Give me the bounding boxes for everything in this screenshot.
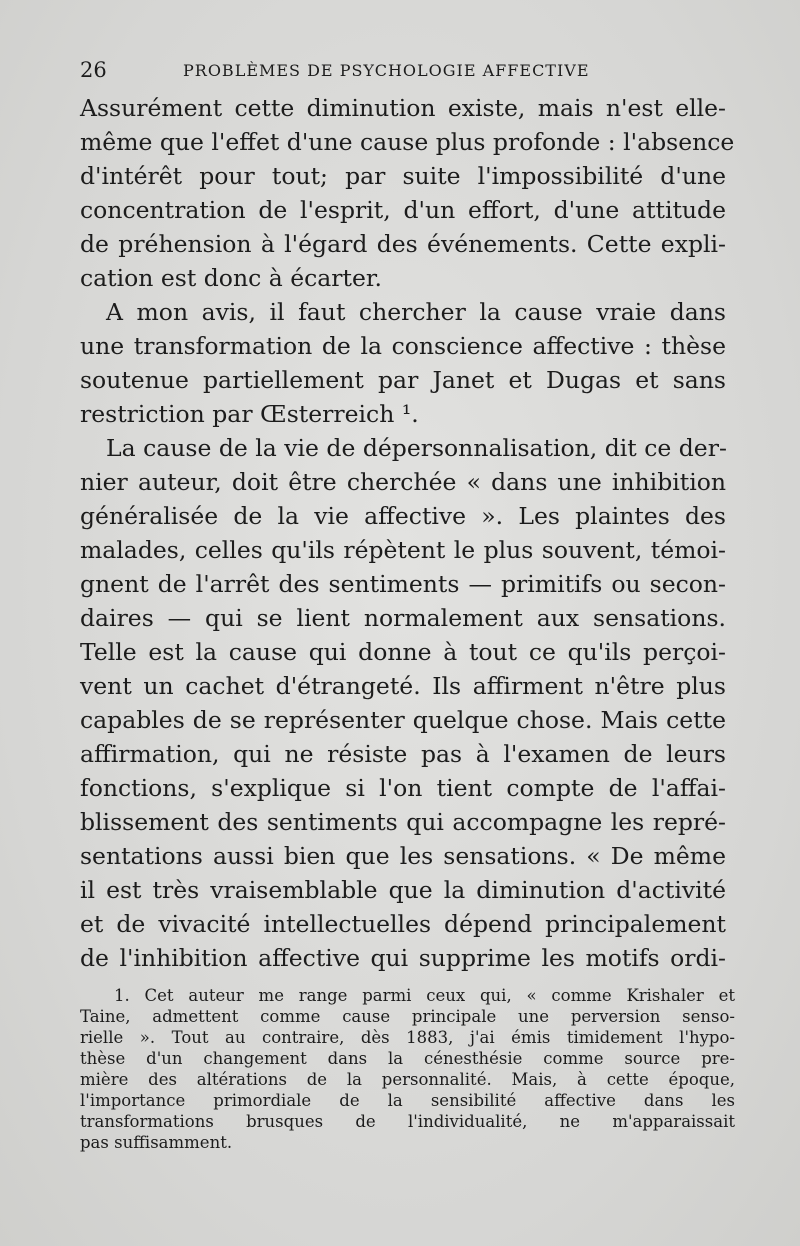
text-line: généralisée de la vie affective ». Les plaintes des <box>80 502 726 530</box>
footnote-line: transformations brusques de l'individualité, ne m'apparaissait <box>80 1112 735 1131</box>
text-line: daires — qui se lient normalement aux sensations. <box>80 604 726 632</box>
text-line: malades, celles qu'ils répètent le plus souvent, témoi- <box>80 536 726 564</box>
text-line: sentations aussi bien que les sensations. « De même <box>80 842 726 870</box>
text-line: gnent de l'arrêt des sentiments — primitifs ou secon- <box>80 570 726 598</box>
text-line: Telle est la cause qui donne à tout ce qu'ils perçoi- <box>80 638 726 666</box>
footnote-line: Taine, admettent comme cause principale une perversion senso- <box>80 1007 735 1026</box>
text-line: de l'inhibition affective qui supprime les motifs ordi- <box>80 944 726 972</box>
footnote <box>80 985 735 1153</box>
page-number: 26 <box>80 58 107 82</box>
footnote-line: thèse d'un changement dans la cénesthésie comme source pre- <box>80 1049 735 1068</box>
text-line: et de vivacité intellectuelles dépend principalement <box>80 910 726 938</box>
text-line: fonctions, s'explique si l'on tient compte de l'affai- <box>80 774 726 802</box>
text-line: affirmation, qui ne résiste pas à l'examen de leurs <box>80 740 726 768</box>
footnote-line: mière des altérations de la personnalité. Mais, à cette époque, <box>80 1070 735 1089</box>
text-line: nier auteur, doit être cherchée « dans une inhibition <box>80 468 726 496</box>
text-line: d'intérêt pour tout; par suite l'impossibilité d'une <box>80 162 726 190</box>
text-line: A mon avis, il faut chercher la cause vraie dans <box>106 298 726 326</box>
text-line: il est très vraisemblable que la diminution d'activité <box>80 876 726 904</box>
text-line: même que l'effet d'une cause plus profonde : l'absence <box>80 128 735 156</box>
text-line: cation est donc à écarter. <box>80 264 382 292</box>
footnote-line: rielle ». Tout au contraire, dès 1883, j'ai émis timidement l'hypo- <box>80 1028 735 1047</box>
running-title: PROBLÈMES DE PSYCHOLOGIE AFFECTIVE <box>183 61 590 80</box>
running-head <box>80 58 730 86</box>
footnote-line: pas suffisamment. <box>80 1133 233 1152</box>
text-line: Assurément cette diminution existe, mais n'est elle- <box>80 94 726 122</box>
footnote-line: l'importance primordiale de la sensibilité affective dans les <box>80 1091 735 1110</box>
text-line: une transformation de la conscience affective : thèse <box>80 332 726 360</box>
text-line: soutenue partiellement par Janet et Dugas et sans <box>80 366 726 394</box>
body-text <box>80 91 735 975</box>
text-line: de préhension à l'égard des événements. Cette expli- <box>80 230 726 258</box>
text-line: restriction par Œsterreich ¹. <box>80 400 419 428</box>
text-line: blissement des sentiments qui accompagne les repré- <box>80 808 726 836</box>
text-line: capables de se représenter quelque chose. Mais cette <box>80 706 726 734</box>
text-line: concentration de l'esprit, d'un effort, d'une attitude <box>80 196 726 224</box>
text-line: La cause de la vie de dépersonnalisation, dit ce der- <box>106 434 727 462</box>
footnote-line: 1. Cet auteur me range parmi ceux qui, « comme Krishaler et <box>114 986 735 1005</box>
text-line: vent un cachet d'étrangeté. Ils affirment n'être plus <box>80 672 726 700</box>
